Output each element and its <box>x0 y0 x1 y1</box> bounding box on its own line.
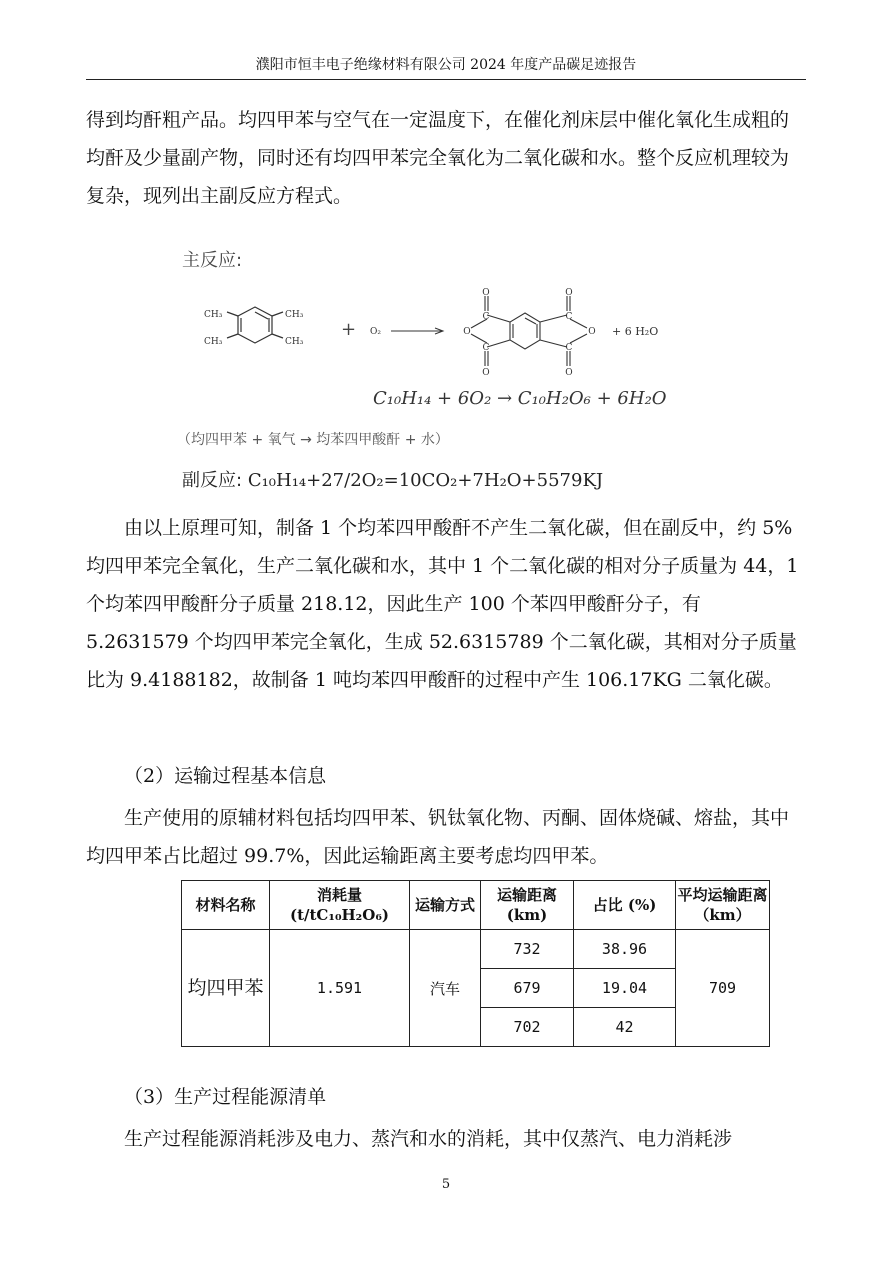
transport-paragraph: 生产使用的原辅材料包括均四甲苯、钒钛氧化物、丙酮、固体烧碱、熔盐，其中均四甲苯占比超过 99.7%，因此运输距离主要考虑均四甲苯。 <box>86 807 790 867</box>
column-header: 运输方式 <box>410 881 481 930</box>
atom-label: O <box>463 327 471 337</box>
table-row <box>182 930 770 969</box>
table-header-row <box>182 881 770 930</box>
atom-label: C <box>565 312 573 322</box>
energy-paragraph: 生产过程能源消耗涉及电力、蒸汽和水的消耗，其中仅蒸汽、电力消耗涉 <box>124 1128 733 1150</box>
main-equation: C₁₀H₁₄ + 6O₂ → C₁₀H₂O₆ + 6H₂O <box>373 388 667 409</box>
oxygen-label: O₂ <box>370 327 381 337</box>
water-product: + 6 H₂O <box>612 325 659 338</box>
intro-paragraph: 得到均酐粗产品。均四甲苯与空气在一定温度下，在催化剂床层中催化氧化生成粗的均酐及少量副产物，同时还有均四甲苯完全氧化为二氧化碳和水。整个反应机理较为复杂，现列出主副反应方程式。 <box>86 109 790 207</box>
page-number: 5 <box>441 1177 451 1192</box>
transport-table <box>181 880 770 1047</box>
column-header: 平均运输距离（km） <box>676 881 770 930</box>
share-cell: 19.04 <box>574 969 676 1008</box>
reaction-arrow <box>391 328 443 334</box>
material-cell: 均四甲苯 <box>182 930 270 1047</box>
atom-label: O <box>588 327 596 337</box>
atom-label: C <box>482 343 490 353</box>
reaction-scheme <box>175 288 715 388</box>
atom-label: C <box>482 312 490 322</box>
consumption-cell: 1.591 <box>270 930 410 1047</box>
column-header: 消耗量 (t/tC₁₀H₂O₆) <box>270 881 410 930</box>
share-cell: 38.96 <box>574 930 676 969</box>
distance-cell: 679 <box>481 969 574 1008</box>
section-heading-transport: （2）运输过程基本信息 <box>124 765 327 787</box>
side-reaction <box>182 466 603 492</box>
atom-label: O <box>482 368 490 378</box>
methyl-label: CH₃ <box>285 310 304 320</box>
column-header: 占比 (%) <box>574 881 676 930</box>
distance-cell: 702 <box>481 1008 574 1047</box>
durene-structure <box>227 307 283 343</box>
plus-sign: + <box>341 319 357 340</box>
reaction-figure <box>175 240 715 500</box>
analysis-paragraph: 由以上原理可知，制备 1 个均苯四甲酸酐不产生二氧化碳，但在副反中，约 5%均四甲苯完全氧化，生产二氧化碳和水，其中 1 个二氧化碳的相对分子质量为 44，1 个均苯四甲酸酐分子质量 218.12，因此生产 100 个苯四甲酸酐分子，有 5.2631579 个均四甲苯完全氧化，生成 52.6315789 个二氧化碳，其相对分子质量比为 9.4188182，故制备 1 吨均苯四甲酸酐的过程中产生 106.17KG 二氧化碳。 <box>86 517 799 691</box>
mode-cell: 汽车 <box>410 930 481 1047</box>
average-distance-cell: 709 <box>676 930 770 1047</box>
methyl-label: CH₃ <box>204 310 223 320</box>
atom-label: O <box>565 288 573 298</box>
page-header: 濮阳市恒丰电子绝缘材料有限公司 2024 年度产品碳足迹报告 <box>255 57 637 73</box>
header-divider <box>86 79 806 80</box>
side-reaction-label: 副反应: <box>182 470 243 491</box>
main-reaction-label: 主反应: <box>182 250 243 271</box>
pmda-structure <box>471 296 587 366</box>
share-cell: 42 <box>574 1008 676 1047</box>
methyl-label: CH₃ <box>204 337 223 347</box>
atom-label: O <box>565 368 573 378</box>
equation-caption: （均四甲苯 + 氧气 → 均苯四甲酸酐 + 水） <box>177 432 449 448</box>
column-header: 材料名称 <box>182 881 270 930</box>
section-heading-energy: （3）生产过程能源清单 <box>124 1086 327 1108</box>
methyl-label: CH₃ <box>285 337 304 347</box>
side-equation: C₁₀H₁₄+27/2O₂=10CO₂+7H₂O+5579KJ <box>247 470 604 491</box>
atom-label: C <box>565 343 573 353</box>
column-header: 运输距离 (km) <box>481 881 574 930</box>
atom-label: O <box>482 288 490 298</box>
distance-cell: 732 <box>481 930 574 969</box>
